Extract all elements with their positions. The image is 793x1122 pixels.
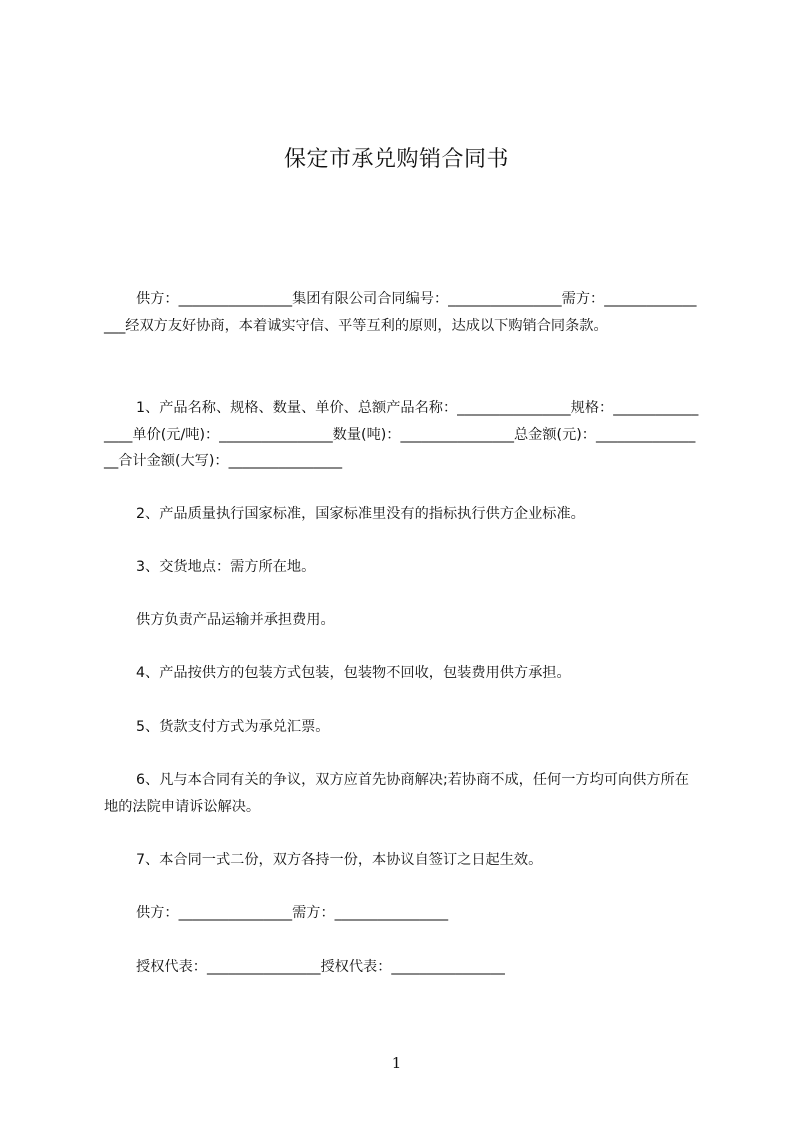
transport-paragraph: 供方负责产品运输并承担费用。: [136, 612, 335, 628]
page-number: 1: [391, 1054, 402, 1072]
document-title: 保定市承兑购销合同书: [283, 147, 509, 172]
clause-1-paragraph: 1、产品名称、规格、数量、单价、总额产品名称：________________规格：________________单价(元/吨)：________________数量(吨)：________________总金额(元)：________________合计金额(大写)：________________: [104, 400, 699, 469]
signature-parties-line: 供方：________________需方：________________: [136, 905, 449, 921]
clause-3-paragraph: 3、交货地点：需方所在地。: [136, 559, 316, 575]
clause-7-paragraph: 7、本合同一式二份，双方各持一份，本协议自签订之日起生效。: [136, 852, 543, 868]
intro-paragraph: 供方：________________集团有限公司合同编号：________________需方：________________经双方友好协商，本着诚实守信、平等互利的原则，达成以下购销合同条款。: [104, 291, 697, 334]
clause-6-paragraph: 6、凡与本合同有关的争议，双方应首先协商解决;若协商不成，任何一方均可向供方所在地的法院申请诉讼解决。: [104, 772, 689, 815]
clause-1-block: [104, 395, 700, 475]
signature-representatives-line: 授权代表：________________授权代表：________________: [136, 959, 505, 975]
clause-5-paragraph: 5、货款支付方式为承兑汇票。: [136, 719, 330, 735]
clause-6-block: [104, 767, 700, 820]
clause-2-paragraph: 2、产品质量执行国家标准，国家标准里没有的指标执行供方企业标准。: [136, 506, 585, 522]
clause-4-paragraph: 4、产品按供方的包装方式包装，包装物不回收，包装费用供方承担。: [136, 665, 571, 681]
intro-paragraph-block: [104, 286, 700, 339]
